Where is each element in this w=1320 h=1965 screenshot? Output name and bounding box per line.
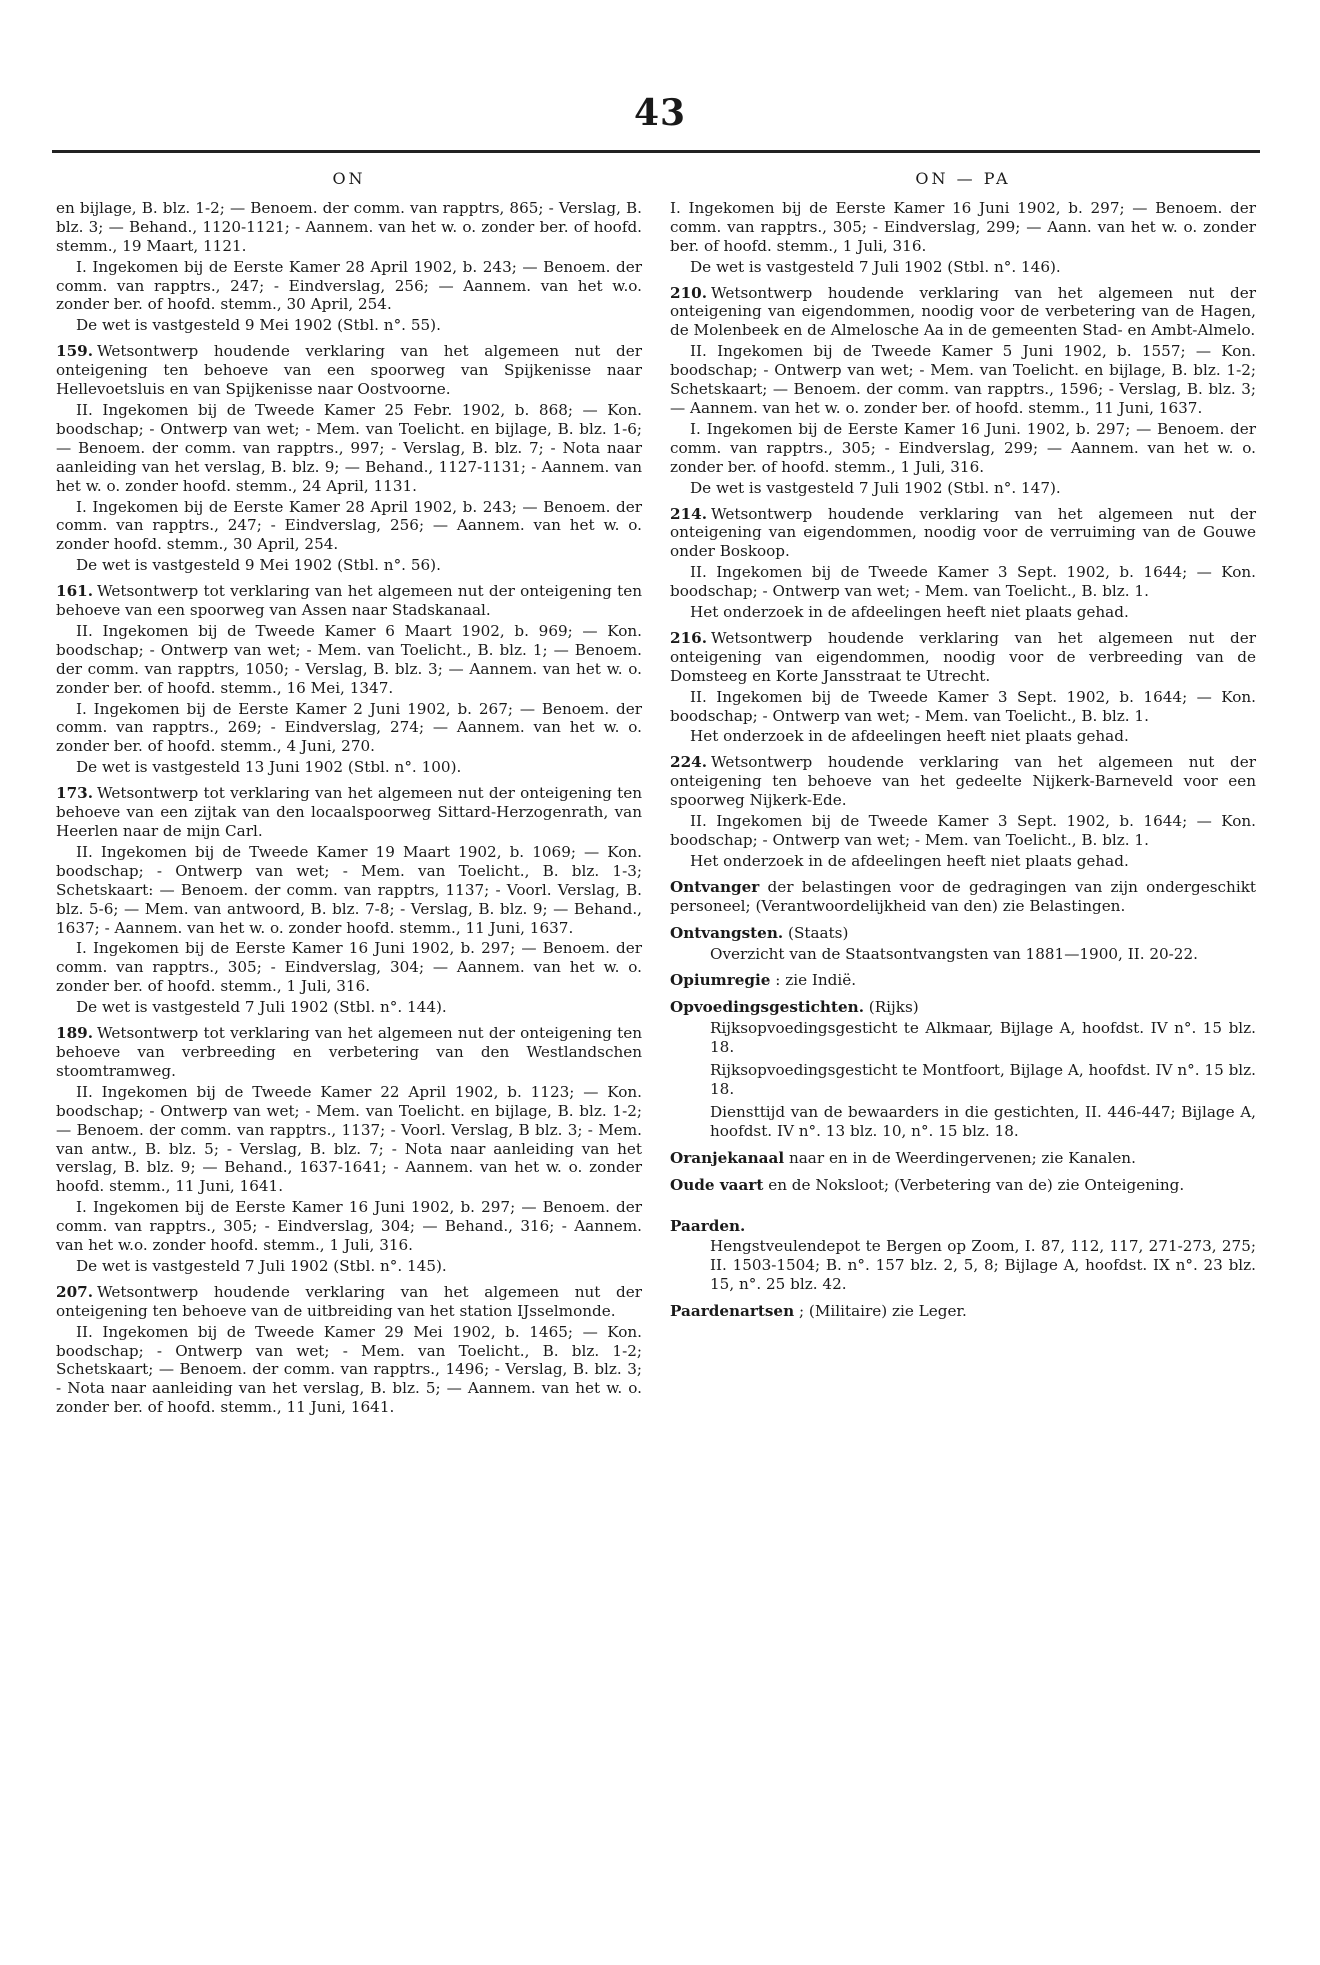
entry-paragraph <box>56 998 642 1017</box>
entry-text: I. Ingekomen bij de Eerste Kamer 2 Juni 1902, b. 267; — Benoem. der comm. van rapptrs., 269; - Eindverslag, 274; — Aannem. van het w. o. zonder ber. of hoofd. stemm., 4 Juni, 270. <box>56 699 642 756</box>
index-entry <box>56 784 642 1017</box>
index-entry <box>670 629 1256 746</box>
entry-text: Het onderzoek in de afdeelingen heeft niet plaats gehad. <box>690 727 1129 746</box>
index-entry <box>670 284 1256 498</box>
right-entries <box>670 199 1256 871</box>
section-spacer <box>670 1203 1256 1217</box>
index-entry <box>670 753 1256 870</box>
entry-text: I. Ingekomen bij de Eerste Kamer 28 April 1902, b. 243; — Benoem. der comm. van rapptrs., 247; - Eindverslag, 256; — Aannem. van het w. o. zonder hoofd. stemm., 30 April, 254. <box>56 497 642 554</box>
entry-paragraph <box>670 603 1256 622</box>
entry-text: I. Ingekomen bij de Eerste Kamer 16 Juni 1902, b. 297; — Benoem. der comm. van rapptrs., 305; - Eindverslag, 304; — Aannem. van het w. o. zonder ber. of hoofd. stemm., 1 Juli, 316. <box>56 939 642 996</box>
index-section <box>670 971 1256 990</box>
entry-paragraph <box>670 727 1256 746</box>
entry-paragraph <box>56 582 642 620</box>
entry-paragraph <box>56 1323 642 1418</box>
entry-paragraph <box>56 316 642 335</box>
entry-text: en bijlage, B. blz. 1-2; — Benoem. der comm. van rapptrs, 865; - Verslag, B. blz. 3; — Behand., 1120-1121; - Aannem. van het w. o. zonder ber. of hoofd. stemm., 19 Maart, 1121. <box>56 198 642 255</box>
entry-number: 161. <box>56 582 93 601</box>
entry-text: Wetsontwerp tot verklaring van het algemeen nut der onteigening ten behoeve van een spoorweg van Assen naar Stadskanaal. <box>56 582 642 620</box>
entry-text: I. Ingekomen bij de Eerste Kamer 16 Juni 1902, b. 297; — Benoem. der comm. van rapptrs., 305; - Eindverslag, 299; — Aann. van het w. o. zonder ber. of hoofd. stemm., 1 Juli, 316. <box>670 198 1256 255</box>
entry-paragraph <box>56 1198 642 1255</box>
section-text: (Rijks) <box>863 998 919 1017</box>
entry-text: De wet is vastgesteld 7 Juli 1902 (Stbl. n°. 144). <box>76 998 447 1017</box>
section-heading <box>670 1302 1256 1321</box>
section-text: : zie Indië. <box>770 971 857 990</box>
left-entries <box>56 199 642 1417</box>
entry-text: II. Ingekomen bij de Tweede Kamer 3 Sept. 1902, b. 1644; — Kon. boodschap; - Ontwerp van wet; - Mem. van Toelicht., B. blz. 1. <box>670 812 1256 849</box>
index-section <box>670 1302 1256 1321</box>
entry-text: De wet is vastgesteld 9 Mei 1902 (Stbl. n°. 55). <box>76 316 441 335</box>
index-entry <box>56 582 642 777</box>
section-title: Ontvanger <box>670 877 760 896</box>
index-entry <box>56 1024 642 1276</box>
left-column-header: ON <box>332 169 366 188</box>
entry-text: I. Ingekomen bij de Eerste Kamer 28 April 1902, b. 243; — Benoem. der comm. van rapptrs., 247; - Eindverslag, 256; — Aannem. van het w.o. zonder ber. of hoofd. stemm., 30 April, 254. <box>56 257 642 314</box>
entry-text: Wetsontwerp tot verklaring van het algemeen nut der onteigening ten behoeve van verbreeding en verbetering van den Westlandschen stoomtramweg. <box>56 1024 642 1080</box>
section-text: ; (Militaire) zie Leger. <box>794 1302 967 1321</box>
section-title: Paarden. <box>670 1216 746 1235</box>
entry-paragraph <box>670 342 1256 418</box>
entry-paragraph <box>56 1257 642 1276</box>
entry-text: De wet is vastgesteld 7 Juli 1902 (Stbl. n°. 146). <box>690 257 1061 276</box>
entry-text: Wetsontwerp houdende verklaring van het algemeen nut der onteigening van eigendommen, noodig voor de verruiming van de Gouwe onder Boskoop. <box>670 504 1256 561</box>
entry-paragraph <box>56 843 642 938</box>
entry-paragraph <box>56 498 642 555</box>
right-column <box>670 170 1256 1329</box>
entry-paragraph <box>56 258 642 315</box>
entry-paragraph <box>670 753 1256 810</box>
entry-paragraph <box>670 629 1256 686</box>
section-text: der belastingen voor de gedragingen van zijn ondergeschikt personeel; (Verantwoordelijkheid van den) zie Belastingen. <box>670 877 1256 915</box>
entry-paragraph <box>670 284 1256 341</box>
section-title: Paardenartsen <box>670 1302 795 1321</box>
section-subentry: Hengstveulendepot te Bergen op Zoom, I. 87, 112, 117, 271-273, 275; II. 1503-1504; B. n°. 157 blz. 2, 5, 8; Bijlage A, hoofdst. IX n°. 23 blz. 15, n°. 25 blz. 42. <box>710 1237 1256 1294</box>
entry-text: Wetsontwerp houdende verklaring van het algemeen nut der onteigening van eigendommen, noodig voor de verbreeding van de Domsteeg en Korte Jansstraat te Utrecht. <box>670 628 1256 685</box>
section-title: Opiumregie <box>670 971 771 990</box>
section-text: (Staats) <box>783 923 849 942</box>
section-subentry: Rijksopvoedingsgesticht te Alkmaar, Bijlage A, hoofdst. IV n°. 15 blz. 18. <box>710 1019 1256 1057</box>
entry-text: II. Ingekomen bij de Tweede Kamer 29 Mei 1902, b. 1465; — Kon. boodschap; - Ontwerp van wet; - Mem. van Toelicht., B. blz. 1-2; Schetskaart; — Benoem. der comm. van rapptrs., 1496; - Verslag, B. blz. 3; - Nota naar aanleiding van het verslag, B. blz. 5; — Aannem. van het w. o. zonder ber. of hoofd. stemm., 11 Juni, 1641. <box>56 1322 642 1417</box>
entry-text: II. Ingekomen bij de Tweede Kamer 3 Sept. 1902, b. 1644; — Kon. boodschap; - Ontwerp van wet; - Mem. van Toelicht., B. blz. 1. <box>670 563 1256 601</box>
entry-text: De wet is vastgesteld 13 Juni 1902 (Stbl. n°. 100). <box>76 758 462 777</box>
entry-paragraph <box>56 1083 642 1196</box>
entry-text: Wetsontwerp houdende verklaring van het algemeen nut der onteigening ten behoeve van het gedeelte Nijkerk-Barneveld voor een spoorweg Nijkerk-Ede. <box>670 753 1256 810</box>
entry-paragraph <box>670 505 1256 562</box>
index-entry <box>56 199 642 335</box>
entry-text: I. Ingekomen bij de Eerste Kamer 16 Juni. 1902, b. 297; — Benoem. der comm. van rapptrs., 305; - Eindverslag, 299; — Aannem. van het w. o. zonder ber. of hoofd. stemm., 1 Juli, 316. <box>670 419 1256 476</box>
index-entry <box>56 1283 642 1417</box>
entry-paragraph <box>670 258 1256 277</box>
entry-paragraph <box>56 342 642 399</box>
entry-text: II. Ingekomen bij de Tweede Kamer 19 Maart 1902, b. 1069; — Kon. boodschap; - Ontwerp van wet; - Mem. van Toelicht., B. blz. 1-3; Schetskaart: — Benoem. der comm. van rapptrs, 1137; - Voorl. Verslag, B. blz. 5-6; — Mem. van antwoord, B. blz. 7-8; - Verslag, B. blz. 9; — Behand., 1637; - Aannem. van het w. o. zonder hoofd. stemm., 11 Juni, 1637. <box>56 842 642 937</box>
entry-paragraph <box>56 199 642 256</box>
right-sections <box>670 878 1256 1321</box>
index-section <box>670 878 1256 916</box>
entry-paragraph <box>670 199 1256 256</box>
entry-paragraph <box>670 420 1256 477</box>
index-section <box>670 1176 1256 1195</box>
entry-paragraph <box>670 812 1256 850</box>
section-subentry: Diensttijd van de bewaarders in die gestichten, II. 446-447; Bijlage A, hoofdst. IV n°. 13 blz. 10, n°. 15 blz. 18. <box>710 1102 1256 1140</box>
section-title: Opvoedingsgestichten. <box>670 998 864 1017</box>
section-heading <box>670 1217 1256 1236</box>
entry-paragraph <box>56 401 642 496</box>
entry-number: 210. <box>670 283 707 302</box>
entry-paragraph <box>670 852 1256 871</box>
entry-number: 189. <box>56 1024 93 1043</box>
entry-paragraph <box>56 622 642 698</box>
section-heading <box>670 1149 1256 1168</box>
entry-text: II. Ingekomen bij de Tweede Kamer 25 Febr. 1902, b. 868; — Kon. boodschap; - Ontwerp van wet; - Mem. van Toelicht. en bijlage, B. blz. 1-6; — Benoem. der comm. van rapptrs., 997; - Verslag, B. blz. 7; - Nota naar aanleiding van het verslag, B. blz. 9; — Behand., 1127-1131; - Aannem. van het w. o. zonder hoofd. stemm., 24 April, 1131. <box>56 400 642 495</box>
entry-number: 207. <box>56 1282 93 1301</box>
entry-text: De wet is vastgesteld 7 Juli 1902 (Stbl. n°. 145). <box>76 1256 447 1275</box>
section-heading <box>670 924 1256 943</box>
section-subentry: Rijksopvoedingsgesticht te Montfoort, Bijlage A, hoofdst. IV n°. 15 blz. 18. <box>710 1061 1256 1098</box>
left-column <box>56 170 642 1424</box>
entry-text: Wetsontwerp houdende verklaring van het algemeen nut der onteigening van eigendommen, noodig voor de verbetering van de Hagen, de Molenbeek en de Almelosche Aa in de gemeenten Stad- en Ambt-Almelo. <box>670 283 1256 340</box>
entry-paragraph <box>56 556 642 575</box>
entry-paragraph <box>56 939 642 996</box>
index-entry <box>670 199 1256 277</box>
section-title: Oranjekanaal <box>670 1148 785 1167</box>
page-number: 43 <box>633 92 687 134</box>
section-text: en de Noksloot; (Verbetering van de) zie Onteigening. <box>763 1175 1185 1194</box>
entry-text: I. Ingekomen bij de Eerste Kamer 16 Juni 1902, b. 297; — Benoem. der comm. van rapptrs., 305; - Eindverslag, 304; — Behand., 316; - Aannem. van het w.o. zonder hoofd. stemm., 1 Juli, 316. <box>56 1198 642 1255</box>
entry-number: 173. <box>56 784 93 803</box>
index-section <box>670 1149 1256 1168</box>
entry-text: Wetsontwerp tot verklaring van het algemeen nut der onteigening ten behoeve van een zijtak van den locaalspoorweg Sittard-Herzogenrath, van Heerlen naar de mijn Carl. <box>56 784 642 840</box>
entry-paragraph <box>56 784 642 841</box>
entry-number: 216. <box>670 628 707 647</box>
section-title: Oude vaart <box>670 1175 764 1194</box>
entry-paragraph <box>670 688 1256 726</box>
entry-paragraph <box>56 758 642 777</box>
entry-text: Wetsontwerp houdende verklaring van het algemeen nut der onteigening ten behoeve van een spoorweg van Spijkenisse naar Hellevoetsluis en van Spijkenisse naar Oostvoorne. <box>56 342 642 399</box>
section-title: Ontvangsten. <box>670 923 784 942</box>
section-text: naar en in de Weerdingervenen; zie Kanalen. <box>784 1148 1136 1167</box>
index-section <box>670 998 1256 1140</box>
entry-text: De wet is vastgesteld 7 Juli 1902 (Stbl. n°. 147). <box>690 478 1061 497</box>
entry-paragraph <box>670 479 1256 498</box>
entry-paragraph <box>670 563 1256 601</box>
entry-paragraph <box>56 1283 642 1321</box>
section-heading <box>670 878 1256 916</box>
right-column-header: ON — PA <box>915 169 1011 188</box>
entry-text: Wetsontwerp houdende verklaring van het algemeen nut der onteigening ten behoeve van de uitbreiding van het station IJsselmonde. <box>56 1282 642 1320</box>
index-entry <box>670 505 1256 622</box>
entry-text: II. Ingekomen bij de Tweede Kamer 3 Sept. 1902, b. 1644; — Kon. boodschap; - Ontwerp van wet; - Mem. van Toelicht., B. blz. 1. <box>670 687 1256 725</box>
section-subentry: Overzicht van de Staatsontvangsten van 1881—1900, II. 20-22. <box>710 944 1198 963</box>
entry-number: 159. <box>56 342 93 361</box>
entry-text: Het onderzoek in de afdeelingen heeft niet plaats gehad. <box>690 851 1129 870</box>
entry-text: II. Ingekomen bij de Tweede Kamer 22 April 1902, b. 1123; — Kon. boodschap; - Ontwerp van wet; - Mem. van Toelicht. en bijlage, B. blz. 1-2; — Benoem. der comm. van rapptrs., 1137; - Voorl. Verslag, B blz. 3; - Mem. van antw., B. blz. 5; - Verslag, B. blz. 7; - Nota naar aanleiding van het verslag, B. blz. 9; — Behand., 1637-1641; - Aannem. van het w. o. zonder hoofd. stemm., 11 Juni, 1641. <box>56 1082 642 1196</box>
index-section <box>670 1217 1256 1295</box>
section-heading <box>670 998 1256 1017</box>
entry-number: 224. <box>670 753 707 772</box>
section-heading <box>670 1176 1256 1195</box>
index-section <box>670 924 1256 964</box>
section-heading <box>670 971 1256 990</box>
entry-text: II. Ingekomen bij de Tweede Kamer 6 Maart 1902, b. 969; — Kon. boodschap; - Ontwerp van wet; - Mem. van Toelicht., B. blz. 1; — Benoem. der comm. van rapptrs, 1050; - Verslag, B. blz. 3; — Aannem. van het w. o. zonder ber. of hoofd. stemm., 16 Mei, 1347. <box>56 621 642 697</box>
index-entry <box>56 342 642 575</box>
entry-number: 214. <box>670 504 707 523</box>
entry-text: Het onderzoek in de afdeelingen heeft niet plaats gehad. <box>690 603 1129 622</box>
entry-paragraph <box>56 1024 642 1081</box>
header-rule <box>52 150 1260 153</box>
entry-text: II. Ingekomen bij de Tweede Kamer 5 Juni 1902, b. 1557; — Kon. boodschap; - Ontwerp van wet; - Mem. van Toelicht. en bijlage, B. blz. 1-2; Schetskaart; — Benoem. der comm. van rapptrs., 1596; - Verslag, B. blz. 3; — Aannem. van het w. o. zonder ber. of hoofd. stemm., 11 Juni, 1637. <box>670 342 1256 417</box>
entry-paragraph <box>56 700 642 757</box>
entry-text: De wet is vastgesteld 9 Mei 1902 (Stbl. n°. 56). <box>76 556 441 575</box>
